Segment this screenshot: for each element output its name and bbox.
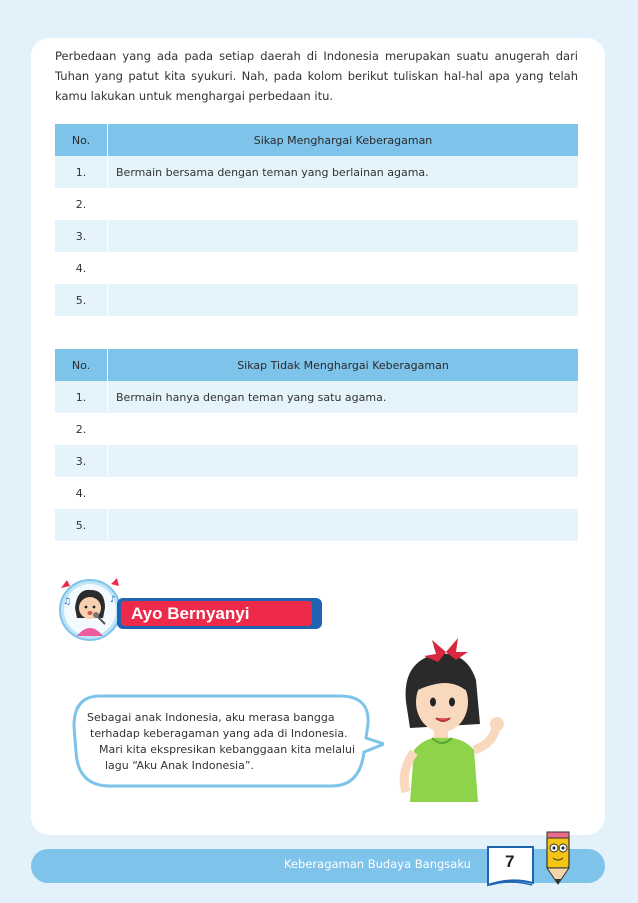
row-entry[interactable]: Bermain bersama dengan teman yang berlainan agama.	[108, 156, 579, 188]
speech-line: terhadap keberagaman yang ada di Indonesia.	[90, 727, 348, 740]
row-entry[interactable]	[108, 284, 579, 316]
row-entry[interactable]	[108, 220, 579, 252]
intro-paragraph: Perbedaan yang ada pada setiap daerah di Indonesia merupakan suatu anugerah dari Tuhan yang patut kita syukuri. Nah, pada kolom berikut tuliskan hal-hal apa yang telah kamu lakukan untuk menghargai perbedaan itu.	[55, 49, 578, 103]
header-sikap: Sikap Tidak Menghargai Keberagaman	[108, 349, 579, 381]
header-no: No.	[55, 349, 108, 381]
table-row	[55, 252, 578, 284]
row-number: 3.	[55, 220, 108, 252]
page-number: 7	[505, 852, 515, 871]
table-row	[55, 156, 578, 188]
table-row	[55, 445, 578, 477]
row-entry[interactable]	[108, 477, 579, 509]
pencil-mascot-icon	[539, 828, 579, 888]
table-tidak-menghargai	[55, 349, 578, 541]
table-row	[55, 509, 578, 541]
table-header-row	[55, 349, 578, 381]
row-number: 2.	[55, 413, 108, 445]
row-number: 4.	[55, 477, 108, 509]
row-number: 5.	[55, 284, 108, 316]
row-entry[interactable]: Bermain hanya dengan teman yang satu agama.	[108, 381, 579, 413]
section-label: Ayo Bernyanyi	[121, 601, 312, 626]
header-sikap: Sikap Menghargai Keberagaman	[108, 124, 579, 156]
row-number: 2.	[55, 188, 108, 220]
footer-title: Keberagaman Budaya Bangsaku	[284, 857, 471, 871]
row-number: 1.	[55, 381, 108, 413]
row-entry[interactable]	[108, 188, 579, 220]
row-entry[interactable]	[108, 509, 579, 541]
row-number: 1.	[55, 156, 108, 188]
singing-girl-icon	[55, 574, 125, 644]
table-row	[55, 413, 578, 445]
header-no: No.	[55, 124, 108, 156]
row-number: 5.	[55, 509, 108, 541]
table-row	[55, 477, 578, 509]
table-row	[55, 381, 578, 413]
table-header-row	[55, 124, 578, 156]
row-entry[interactable]	[108, 445, 579, 477]
row-entry[interactable]	[108, 413, 579, 445]
speech-line: lagu “Aku Anak Indonesia”.	[105, 759, 255, 772]
row-number: 3.	[55, 445, 108, 477]
table-row	[55, 284, 578, 316]
speech-text	[87, 710, 387, 774]
speech-line: Mari kita ekspresikan kebanggaan kita melalui	[99, 743, 356, 756]
girl-illustration	[396, 632, 506, 807]
svg-text:♪: ♪	[110, 595, 116, 605]
row-number: 4.	[55, 252, 108, 284]
row-entry[interactable]	[108, 252, 579, 284]
section-label-frame	[117, 598, 322, 629]
table-row	[55, 188, 578, 220]
table-menghargai	[55, 124, 578, 316]
table-row	[55, 220, 578, 252]
svg-text:♫: ♫	[63, 597, 72, 607]
speech-line: Sebagai anak Indonesia, aku merasa bangga	[87, 711, 335, 724]
